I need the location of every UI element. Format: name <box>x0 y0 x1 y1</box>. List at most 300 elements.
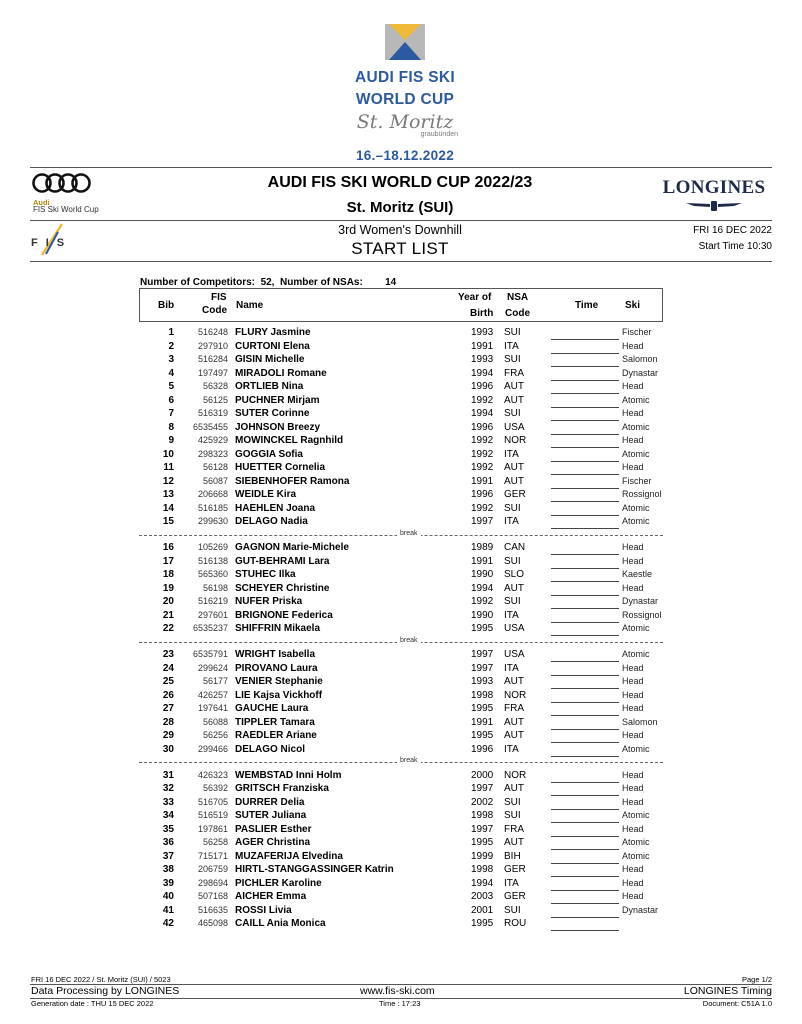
fis-code: 516284 <box>197 354 228 364</box>
bib: 37 <box>162 850 174 862</box>
athlete-name: LIE Kajsa Vickhoff <box>235 689 323 701</box>
nsa-code: AUT <box>504 676 524 687</box>
fis-code: 465098 <box>197 918 228 928</box>
nsa-code: SUI <box>504 596 521 607</box>
fis-code: 56125 <box>202 394 228 405</box>
bib: 15 <box>162 516 174 527</box>
bib: 14 <box>162 502 174 514</box>
year-of-birth: 1999 <box>471 850 494 862</box>
longines-logo <box>656 177 772 217</box>
fis-code: 6535237 <box>192 623 228 633</box>
nsa-code: NOR <box>504 689 527 701</box>
race-start-time: Start Time 10:30 <box>698 241 772 252</box>
audi-rings-icon <box>31 172 93 194</box>
table-row <box>0 851 802 865</box>
table-row <box>0 837 802 851</box>
fis-code: 206668 <box>197 489 228 499</box>
ski-brand: Head <box>622 864 644 874</box>
fis-code: 197497 <box>197 367 228 378</box>
table-row <box>0 810 802 824</box>
athlete-name: DURRER Delia <box>235 796 305 808</box>
bib: 13 <box>162 489 174 500</box>
athlete-name: WEIDLE Kira <box>235 489 297 500</box>
table-header <box>139 288 663 322</box>
athlete-name: DELAGO Nadia <box>235 516 308 527</box>
athlete-name: BRIGNONE Federica <box>235 609 333 621</box>
athlete-name: HUETTER Cornelia <box>235 462 326 473</box>
year-of-birth: 2000 <box>471 769 494 781</box>
year-of-birth: 1996 <box>471 743 494 755</box>
event-dates: 16.–18.12.2022 <box>355 148 455 163</box>
athlete-name: JOHNSON Breezy <box>235 421 321 433</box>
event-logo-region: graubünden <box>420 131 458 138</box>
ski-brand: Rossignol <box>622 609 662 620</box>
nsa-code: AUT <box>504 783 524 794</box>
bib: 18 <box>162 569 174 580</box>
bib: 29 <box>162 730 174 741</box>
fis-code: 56128 <box>202 462 228 472</box>
table-row <box>0 395 802 409</box>
nsa-code: USA <box>504 623 525 634</box>
nsa-code: BIH <box>504 850 521 862</box>
bib: 5 <box>168 381 174 392</box>
nsa-code: CAN <box>504 542 526 553</box>
footer-document: Document: C51A 1.0 <box>702 999 772 1008</box>
event-logo <box>330 24 480 163</box>
fis-code: 56088 <box>202 716 228 727</box>
athlete-name: CAILL Ania Monica <box>235 918 326 929</box>
year-of-birth: 1995 <box>471 623 494 634</box>
table-row <box>0 462 802 476</box>
athlete-name: GRITSCH Franziska <box>235 783 329 794</box>
table-row <box>0 408 802 422</box>
athlete-name: RAEDLER Ariane <box>235 730 317 741</box>
table-row <box>0 569 802 583</box>
fis-code: 516219 <box>197 596 228 606</box>
year-of-birth: 1997 <box>471 823 494 835</box>
year-of-birth: 2003 <box>471 891 494 902</box>
ski-brand: Fischer <box>622 475 652 486</box>
athlete-name: SCHEYER Christine <box>235 582 330 594</box>
year-of-birth: 1996 <box>471 489 494 500</box>
table-row <box>0 744 802 758</box>
table-row <box>0 327 802 341</box>
bib: 4 <box>168 367 174 379</box>
event-logo-venue: St. Moritz <box>356 111 454 133</box>
bib: 40 <box>162 891 174 902</box>
header-bottom-rule <box>30 261 772 262</box>
nsa-code: AUT <box>504 381 524 392</box>
table-row <box>0 354 802 368</box>
ski-brand: Atomic <box>622 394 650 405</box>
year-of-birth: 1994 <box>471 877 494 889</box>
table-row <box>0 905 802 919</box>
table-row <box>0 623 802 637</box>
bib: 25 <box>162 676 174 687</box>
table-row <box>0 341 802 355</box>
fis-code: 206759 <box>197 864 228 874</box>
table-row <box>0 891 802 905</box>
nsa-code: ITA <box>504 877 519 889</box>
bib: 28 <box>162 716 174 728</box>
table-row <box>0 864 802 878</box>
nsa-code: ITA <box>504 662 519 674</box>
ski-brand: Atomic <box>622 516 650 526</box>
race-name: 3rd Women's Downhill <box>338 223 462 237</box>
fis-code: 298323 <box>197 448 228 459</box>
year-of-birth: 1992 <box>471 394 494 406</box>
fis-code: 426257 <box>197 689 228 700</box>
break-label: break <box>397 637 421 644</box>
fis-code: 298694 <box>197 877 228 888</box>
col-nsa-line2: Code <box>505 308 530 319</box>
bib: 35 <box>162 823 174 835</box>
bib: 19 <box>162 582 174 594</box>
bib: 26 <box>162 689 174 701</box>
fis-code: 715171 <box>197 850 228 861</box>
ski-brand: Head <box>622 703 644 713</box>
col-fis-line1: FIS <box>211 292 227 303</box>
nsa-code: ITA <box>504 448 519 460</box>
athlete-name: CURTONI Elena <box>235 340 310 352</box>
fis-code: 297910 <box>197 340 228 351</box>
bib: 16 <box>162 542 174 553</box>
nsa-code: AUT <box>504 394 524 406</box>
year-of-birth: 1998 <box>471 864 494 875</box>
footer-page: Page 1/2 <box>741 975 772 984</box>
ski-brand: Salomon <box>622 354 658 364</box>
fis-code: 105269 <box>197 542 228 552</box>
bib: 6 <box>168 394 174 406</box>
ski-brand: Atomic <box>622 502 650 513</box>
col-bib: Bib <box>158 300 175 311</box>
table-row <box>0 449 802 463</box>
footer-time: Time : 17:23 <box>379 999 421 1008</box>
table-row <box>0 797 802 811</box>
athlete-name: PICHLER Karoline <box>235 877 322 889</box>
table-row <box>0 381 802 395</box>
fis-code: 516635 <box>197 904 228 915</box>
bib: 3 <box>168 354 174 365</box>
bib: 12 <box>162 475 174 487</box>
fis-code: 297601 <box>197 609 228 620</box>
footer-timing: LONGINES Timing <box>683 985 772 997</box>
nsa-code: FRA <box>504 703 524 714</box>
col-yob-line1: Year of <box>458 292 492 303</box>
athlete-name: GAUCHE Laura <box>235 703 309 714</box>
year-of-birth: 1997 <box>471 516 494 527</box>
nsa-code: SUI <box>504 555 521 567</box>
athlete-name: NUFER Priska <box>235 596 303 607</box>
nsas-count: 14 <box>385 277 397 288</box>
col-ski: Ski <box>625 300 641 311</box>
footer-data-processing: Data Processing by LONGINES <box>31 985 180 997</box>
nsa-code: GER <box>504 864 526 875</box>
fis-code: 516138 <box>197 555 228 566</box>
fis-code: 56256 <box>202 730 228 740</box>
fis-code: 516519 <box>197 810 228 820</box>
bib: 21 <box>162 609 174 621</box>
athlete-name: PUCHNER Mirjam <box>235 394 320 406</box>
nsa-code: NOR <box>504 435 527 446</box>
nsa-code: AUT <box>504 475 524 487</box>
table-row <box>0 783 802 797</box>
ski-brand: Head <box>622 877 644 888</box>
table-row <box>0 368 802 382</box>
fis-code: 56328 <box>202 381 228 391</box>
bib: 2 <box>168 340 174 352</box>
document-type: START LIST <box>351 239 449 258</box>
year-of-birth: 1995 <box>471 918 494 929</box>
athlete-name: MOWINCKEL Ragnhild <box>235 435 344 446</box>
athlete-name: WRIGHT Isabella <box>235 649 316 660</box>
athlete-name: SIEBENHOFER Ramona <box>235 475 350 487</box>
break-label: break <box>397 757 421 764</box>
athlete-name: MIRADOLI Romane <box>235 367 327 379</box>
year-of-birth: 1996 <box>471 421 494 433</box>
year-of-birth: 1990 <box>471 609 494 621</box>
ski-brand: Atomic <box>622 743 650 754</box>
nsa-code: ITA <box>504 743 519 755</box>
fis-code: 56258 <box>202 837 228 847</box>
ski-brand: Atomic <box>622 421 650 432</box>
ski-brand: Head <box>622 340 644 351</box>
ski-brand: Atomic <box>622 623 650 633</box>
table-row <box>0 435 802 449</box>
fis-code: 507168 <box>197 891 228 901</box>
year-of-birth: 1994 <box>471 408 494 419</box>
fis-code: 56177 <box>202 676 228 686</box>
ski-brand: Head <box>622 823 644 834</box>
athlete-name: PASLIER Esther <box>235 823 312 835</box>
table-row <box>0 489 802 503</box>
competitors-label: Number of Competitors: <box>140 277 255 288</box>
ski-brand: Atomic <box>622 837 650 847</box>
athlete-name: ORTLIEB Nina <box>235 381 304 392</box>
athlete-name: STUHEC Ilka <box>235 569 296 580</box>
footer-generation-date: Generation date : THU 15 DEC 2022 <box>31 999 154 1008</box>
ski-brand: Atomic <box>622 448 650 459</box>
ski-brand: Head <box>622 542 644 552</box>
table-row <box>0 422 802 436</box>
table-row <box>0 690 802 704</box>
col-time: Time <box>575 300 599 311</box>
ski-brand: Head <box>622 582 644 593</box>
bib: 42 <box>162 918 174 929</box>
competition-venue: St. Moritz (SUI) <box>346 199 454 216</box>
nsa-code: AUT <box>504 462 524 473</box>
ski-brand: Atomic <box>622 850 650 861</box>
year-of-birth: 1993 <box>471 676 494 687</box>
year-of-birth: 1991 <box>471 716 494 728</box>
nsa-code: SUI <box>504 327 521 338</box>
nsa-code: SUI <box>504 810 521 821</box>
bib: 8 <box>168 421 174 433</box>
nsa-code: USA <box>504 421 525 433</box>
athlete-name: ROSSI Livia <box>235 904 292 916</box>
athlete-name: HAEHLEN Joana <box>235 502 316 514</box>
bib: 38 <box>162 864 174 875</box>
nsas-label: Number of NSAs: <box>280 277 363 288</box>
bib: 34 <box>162 810 174 821</box>
event-logo-title-line1: AUDI FIS SKI <box>354 69 456 86</box>
break-separator <box>0 637 802 650</box>
competition-title: AUDI FIS SKI WORLD CUP 2022/23 <box>267 174 533 191</box>
year-of-birth: 1989 <box>471 542 494 553</box>
year-of-birth: 1992 <box>471 502 494 514</box>
nsa-code: FRA <box>504 367 524 379</box>
year-of-birth: 1998 <box>471 810 494 821</box>
bib: 7 <box>168 408 174 419</box>
year-of-birth: 1992 <box>471 435 494 446</box>
year-of-birth: 1990 <box>471 569 494 580</box>
fis-code: 516248 <box>197 327 228 337</box>
table-row <box>0 649 802 663</box>
longines-wordmark: LONGINES <box>662 177 766 198</box>
table-row <box>0 596 802 610</box>
year-of-birth: 1992 <box>471 448 494 460</box>
athlete-name: GISIN Michelle <box>235 354 305 365</box>
year-of-birth: 1992 <box>471 462 494 473</box>
nsa-code: SUI <box>504 408 521 419</box>
year-of-birth: 1995 <box>471 837 494 848</box>
ski-brand: Head <box>622 891 644 901</box>
nsa-code: SLO <box>504 569 525 580</box>
athlete-name: HIRTL-STANGGASSINGER Katrin <box>235 864 394 875</box>
table-row <box>0 918 802 932</box>
table-row <box>0 878 802 892</box>
competitor-summary <box>140 277 396 288</box>
year-of-birth: 1997 <box>471 783 494 794</box>
fis-code: 426323 <box>197 769 228 780</box>
bib: 31 <box>162 769 174 781</box>
athlete-name: SHIFFRIN Mikaela <box>235 623 321 634</box>
nsa-code: ITA <box>504 609 519 621</box>
bib: 23 <box>162 649 174 660</box>
nsa-code: USA <box>504 649 525 660</box>
fis-code: 56198 <box>202 582 228 593</box>
nsa-code: GER <box>504 489 526 500</box>
ski-brand: Atomic <box>622 810 650 820</box>
athlete-name: FLURY Jasmine <box>235 327 311 338</box>
col-name: Name <box>236 300 264 311</box>
nsa-code: ROU <box>504 918 527 929</box>
table-row <box>0 476 802 490</box>
table-row <box>0 676 802 690</box>
ski-brand: Head <box>622 796 644 807</box>
athlete-name: GOGGIA Sofia <box>235 448 303 460</box>
table-row <box>0 663 802 677</box>
nsa-code: FRA <box>504 823 524 835</box>
fis-code: 56392 <box>202 783 228 793</box>
ski-brand: Head <box>622 689 644 700</box>
header-top-rule <box>30 167 772 168</box>
table-row <box>0 717 802 731</box>
table-row <box>0 503 802 517</box>
nsa-code: SUI <box>504 354 521 365</box>
time-blank-field <box>551 930 619 931</box>
fis-code: 299630 <box>197 516 228 526</box>
nsa-code: AUT <box>504 582 524 594</box>
bib: 27 <box>162 703 174 714</box>
bib: 24 <box>162 662 174 674</box>
athlete-name: SUTER Corinne <box>235 408 310 419</box>
nsa-code: AUT <box>504 730 524 741</box>
nsa-code: AUT <box>504 837 524 848</box>
bib: 30 <box>162 743 174 755</box>
athlete-name: AICHER Emma <box>235 891 307 902</box>
table-row <box>0 730 802 744</box>
nsa-code: SUI <box>504 904 521 916</box>
bib: 10 <box>162 448 174 460</box>
ski-brand: Atomic <box>622 649 650 659</box>
table-row <box>0 610 802 624</box>
fis-code: 6535455 <box>192 421 228 432</box>
event-logo-title-line2: WORLD CUP <box>355 91 455 108</box>
fis-logo <box>30 222 73 256</box>
fis-code: 565360 <box>197 569 228 579</box>
bib: 41 <box>162 904 174 916</box>
ski-brand: Salomon <box>622 716 658 727</box>
bib: 11 <box>163 462 174 473</box>
fis-code: 516319 <box>197 408 228 418</box>
fis-code: 516185 <box>197 502 228 513</box>
athlete-name: MUZAFERIJA Elvedina <box>235 850 343 862</box>
break-separator <box>0 757 802 770</box>
athlete-name: GUT-BEHRAMI Lara <box>235 555 330 567</box>
ski-brand: Dynastar <box>622 367 659 378</box>
ski-brand: Head <box>622 783 644 793</box>
bib: 32 <box>162 783 174 794</box>
athlete-name: GAGNON Marie-Michele <box>235 542 349 553</box>
bib: 17 <box>162 555 174 567</box>
footer-website[interactable]: www.fis-ski.com <box>360 985 435 997</box>
table-row <box>0 542 802 556</box>
year-of-birth: 1995 <box>471 703 494 714</box>
nsa-code: AUT <box>504 716 524 728</box>
bib: 20 <box>162 596 174 607</box>
year-of-birth: 1992 <box>471 596 494 607</box>
competitors-count: 52, <box>260 277 275 288</box>
ski-brand: Head <box>622 435 644 445</box>
break-separator <box>0 530 802 543</box>
fis-code: 299466 <box>197 743 228 754</box>
bib: 22 <box>162 623 174 634</box>
col-nsa-line1: NSA <box>507 292 529 303</box>
athlete-name: DELAGO Nicol <box>235 743 306 755</box>
table-row <box>0 516 802 530</box>
col-yob-line2: Birth <box>470 308 494 319</box>
ski-brand: Head <box>622 555 644 566</box>
ski-brand: Dynastar <box>622 904 659 915</box>
fis-logo-text: FIS <box>31 237 73 249</box>
year-of-birth: 1998 <box>471 689 494 701</box>
table-row <box>0 770 802 784</box>
sponsor-brand: Audi <box>33 198 50 207</box>
winged-hourglass-icon <box>684 200 744 212</box>
table-row <box>0 703 802 717</box>
bib: 33 <box>162 796 174 808</box>
nsa-code: GER <box>504 891 526 902</box>
table-row <box>0 583 802 597</box>
fis-code: 197861 <box>197 823 228 834</box>
athlete-name: TIPPLER Tamara <box>235 716 315 728</box>
year-of-birth: 1996 <box>471 381 494 392</box>
sponsor-subtitle: FIS Ski World Cup <box>33 205 99 214</box>
bib: 9 <box>168 435 174 446</box>
fis-code: 197641 <box>197 703 228 713</box>
fis-code: 299624 <box>197 662 228 673</box>
